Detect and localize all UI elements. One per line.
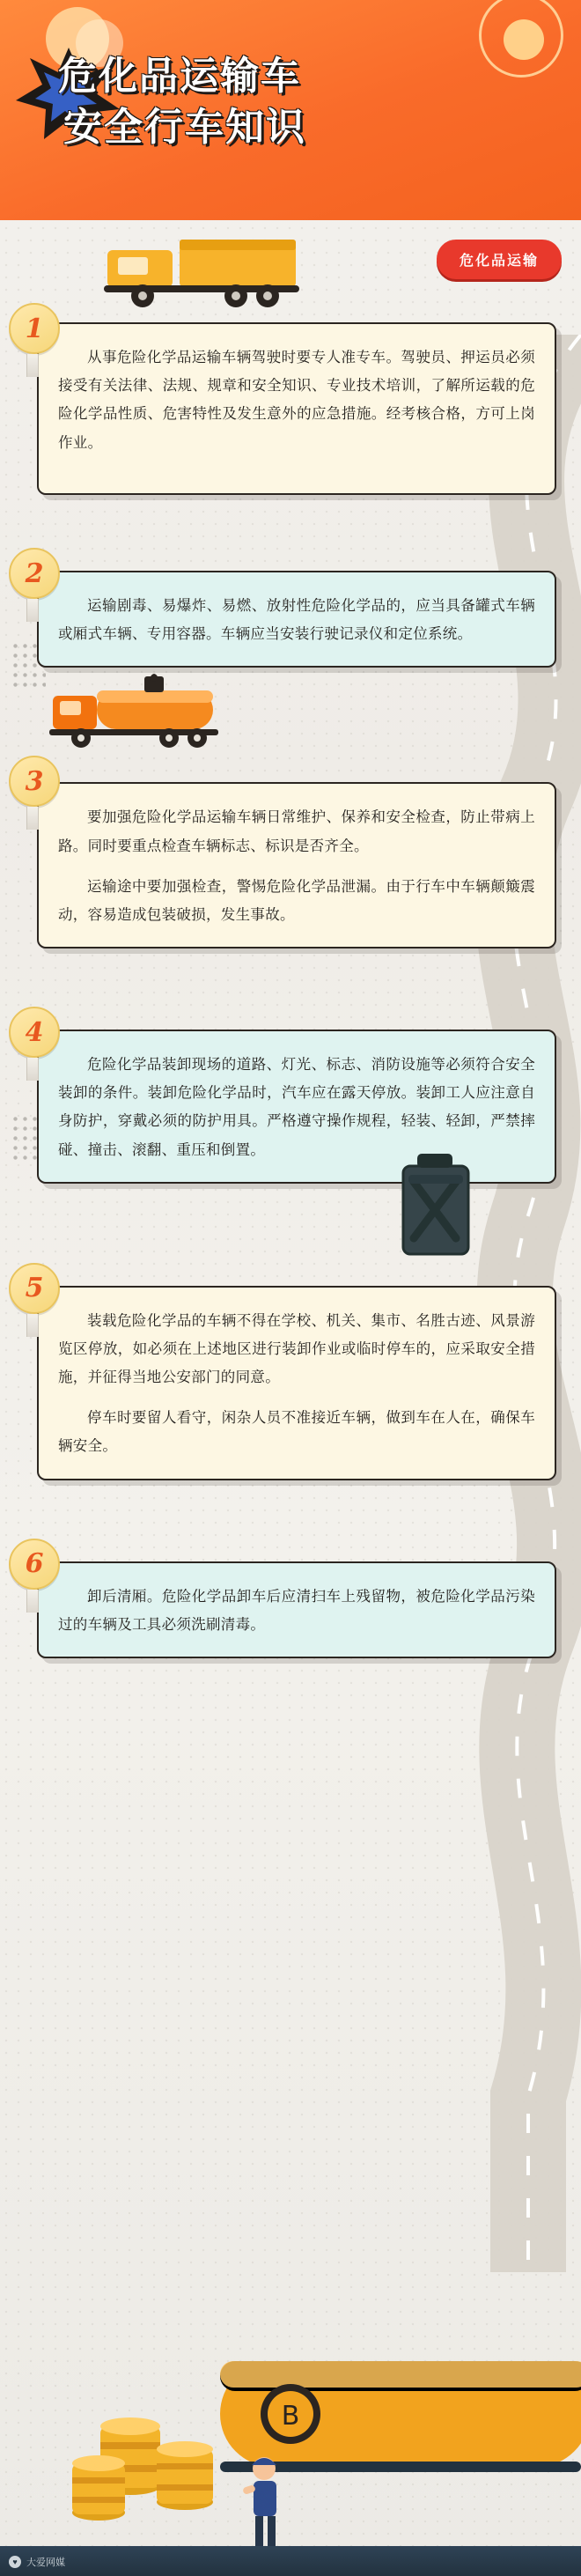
svg-text:B: B <box>281 2401 300 2432</box>
section-1-pin-stem <box>26 354 39 377</box>
section-2-number: 2 <box>25 557 44 589</box>
section-6-pin-stem <box>26 1590 39 1613</box>
truck-icon <box>104 224 306 312</box>
section-6 <box>0 1548 581 1658</box>
section-5-card <box>37 1286 556 1480</box>
page-title-line1: 危化品运输车 <box>58 54 301 99</box>
section-6-number: 6 <box>25 1548 44 1580</box>
tanker-truck-icon <box>46 659 239 756</box>
section-6-card <box>37 1561 556 1658</box>
jerrycan-illustration <box>387 1145 484 1264</box>
section-4-paragraph-1: 危险化学品装卸现场的道路、灯光、标志、消防设施等必须符合安全装卸的条件。装卸危险化学品时，汽车应在露天停放。装卸工人应注意自身防护，穿戴必须的防护用具。严格遵守操作规程，轻装、轻卸，严禁摔碰、撞击、滚翻、重压和倒置。 <box>58 1057 535 1158</box>
section-5-pin <box>9 1263 56 1337</box>
credit-label: 大爱网媒 <box>26 2558 65 2568</box>
section-4-number-badge <box>9 1007 60 1058</box>
credit-logo-icon: ♥ <box>9 2556 21 2568</box>
section-1-paragraph-1: 从事危险化学品运输车辆驾驶时要专人准专车。驾驶员、押运员必须接受有关法律、法规、规章和安全知识、专业技术培训，了解所运载的危险化学品性质、危害特性及发生意外的应急措施。经考核合格，方可上岗作业。 <box>58 350 535 451</box>
section-2-number-badge <box>9 548 60 599</box>
section-2-card <box>37 571 556 668</box>
section-1 <box>0 313 581 495</box>
section-2-pin-stem <box>26 599 39 622</box>
section-6-pin <box>9 1539 56 1613</box>
section-5-pin-stem <box>26 1314 39 1337</box>
section-5-paragraph-2: 停车时要留人看守，闲杂人员不准接近车辆，做到车在人在，确保车辆安全。 <box>58 1410 535 1455</box>
section-5-paragraph-1: 装载危险化学品的车辆不得在学校、机关、集市、名胜古迹、风景游览区停放，如必须在上述地区进行装卸作业或临时停车的，应采取安全措施，并征得当地公安部门的同意。 <box>58 1312 535 1386</box>
section-3-card <box>37 782 556 948</box>
section-2-pin <box>9 548 56 622</box>
section-5 <box>0 1273 581 1480</box>
section-6-number-badge <box>9 1539 60 1590</box>
section-2 <box>0 557 581 668</box>
truck-tag-row <box>0 220 581 317</box>
credit-block <box>9 2555 65 2569</box>
footer-illustration <box>0 2285 581 2576</box>
section-5-number: 5 <box>25 1273 44 1304</box>
jerrycan-icon <box>387 1145 484 1259</box>
section-4 <box>0 1016 581 1184</box>
section-3-paragraph-2: 运输途中要加强检查，警惕危险化学品泄漏。由于行车中车辆颠簸震动，容易造成包装破损，发生事故。 <box>58 878 535 923</box>
footer-band <box>0 2546 581 2576</box>
section-2-paragraph-1: 运输剧毒、易爆炸、易燃、放射性危险化学品的，应当具备罐式车辆或厢式车辆、专用容器。车辆应当安装行驶记录仪和定位系统。 <box>58 598 535 643</box>
hazmat-transport-badge: 危化品运输 <box>437 240 562 279</box>
page-header <box>0 0 581 220</box>
footer-scene-icon <box>0 2285 581 2576</box>
section-1-number: 1 <box>25 313 44 344</box>
section-6-paragraph-1: 卸后清厢。危险化学品卸车后应清扫车上残留物，被危险化学品污染过的车辆及工具必须洗刷清毒。 <box>58 1588 535 1633</box>
section-3 <box>0 765 581 948</box>
section-3-pin <box>9 756 56 830</box>
header-title-block <box>58 51 533 153</box>
section-1-pin <box>9 303 56 377</box>
section-3-paragraph-1: 要加强危险化学品运输车辆日常维护、保养和安全检查，防止带病上路。同时要重点检查车辆标志、标识是否齐全。 <box>58 809 535 854</box>
section-4-pin-stem <box>26 1058 39 1081</box>
section-1-number-badge <box>9 303 60 354</box>
section-3-number: 3 <box>25 765 44 797</box>
page-title-line2: 安全行车知识 <box>63 105 306 151</box>
tanker-truck-illustration <box>46 659 239 760</box>
section-4-number: 4 <box>25 1016 44 1048</box>
section-1-card <box>37 322 556 495</box>
section-4-pin <box>9 1007 56 1081</box>
section-5-number-badge <box>9 1263 60 1314</box>
section-3-pin-stem <box>26 807 39 830</box>
section-3-number-badge <box>9 756 60 807</box>
